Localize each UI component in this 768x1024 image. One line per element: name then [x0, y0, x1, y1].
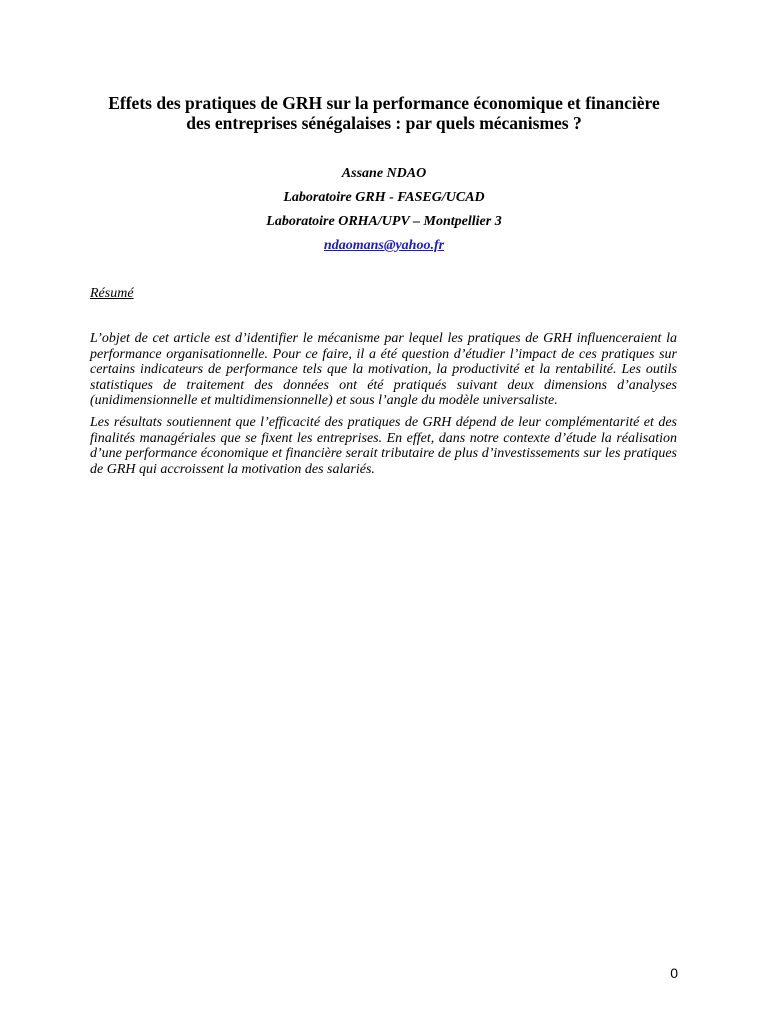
paper-title — [60, 93, 708, 133]
paper-title-line-1: Effets des pratiques de GRH sur la performance économique et financière — [108, 93, 660, 113]
abstract-paragraph-2: Les résultats soutiennent que l’efficacité des pratiques de GRH dépend de leur complémentarité et des finalités managériales que se fixent les entreprises. En effet, dans notre contexte d’étude la réalisation d’une performance économique et financière serait tributaire de plus d’investissements sur les pratiques de GRH qui accroissent la motivation des salariés. — [90, 414, 677, 477]
paper-title-line-2: des entreprises sénégalaises : par quels mécanismes ? — [186, 113, 582, 133]
author-email-link[interactable]: ndaomans@yahoo.fr — [323, 238, 445, 253]
abstract-paragraph-1: L’objet de cet article est d’identifier le mécanisme par lequel les pratiques de GRH influenceraient la performance organisationnelle. Pour ce faire, il a été question d’étudier l’impact de ces pratiques sur certains indicateurs de performance tels que la motivation, la productivité et la rentabilité. Les outils statistiques de traitement des données ont été pratiqués suivant deux dimensions d’analyses (unidimensionnelle et multidimensionnelle) et sous l’angle du modèle universaliste. — [90, 331, 677, 409]
affiliation-1: Laboratoire GRH - FASEG/UCAD — [283, 190, 485, 205]
email-line — [60, 234, 708, 258]
abstract-body — [90, 331, 677, 483]
affiliation-2: Laboratoire ORHA/UPV – Montpellier 3 — [266, 214, 502, 229]
page-number: 0 — [670, 965, 678, 981]
abstract-heading: Résumé — [90, 286, 134, 301]
author-block — [60, 162, 708, 258]
author-name: Assane NDAO — [341, 166, 427, 181]
